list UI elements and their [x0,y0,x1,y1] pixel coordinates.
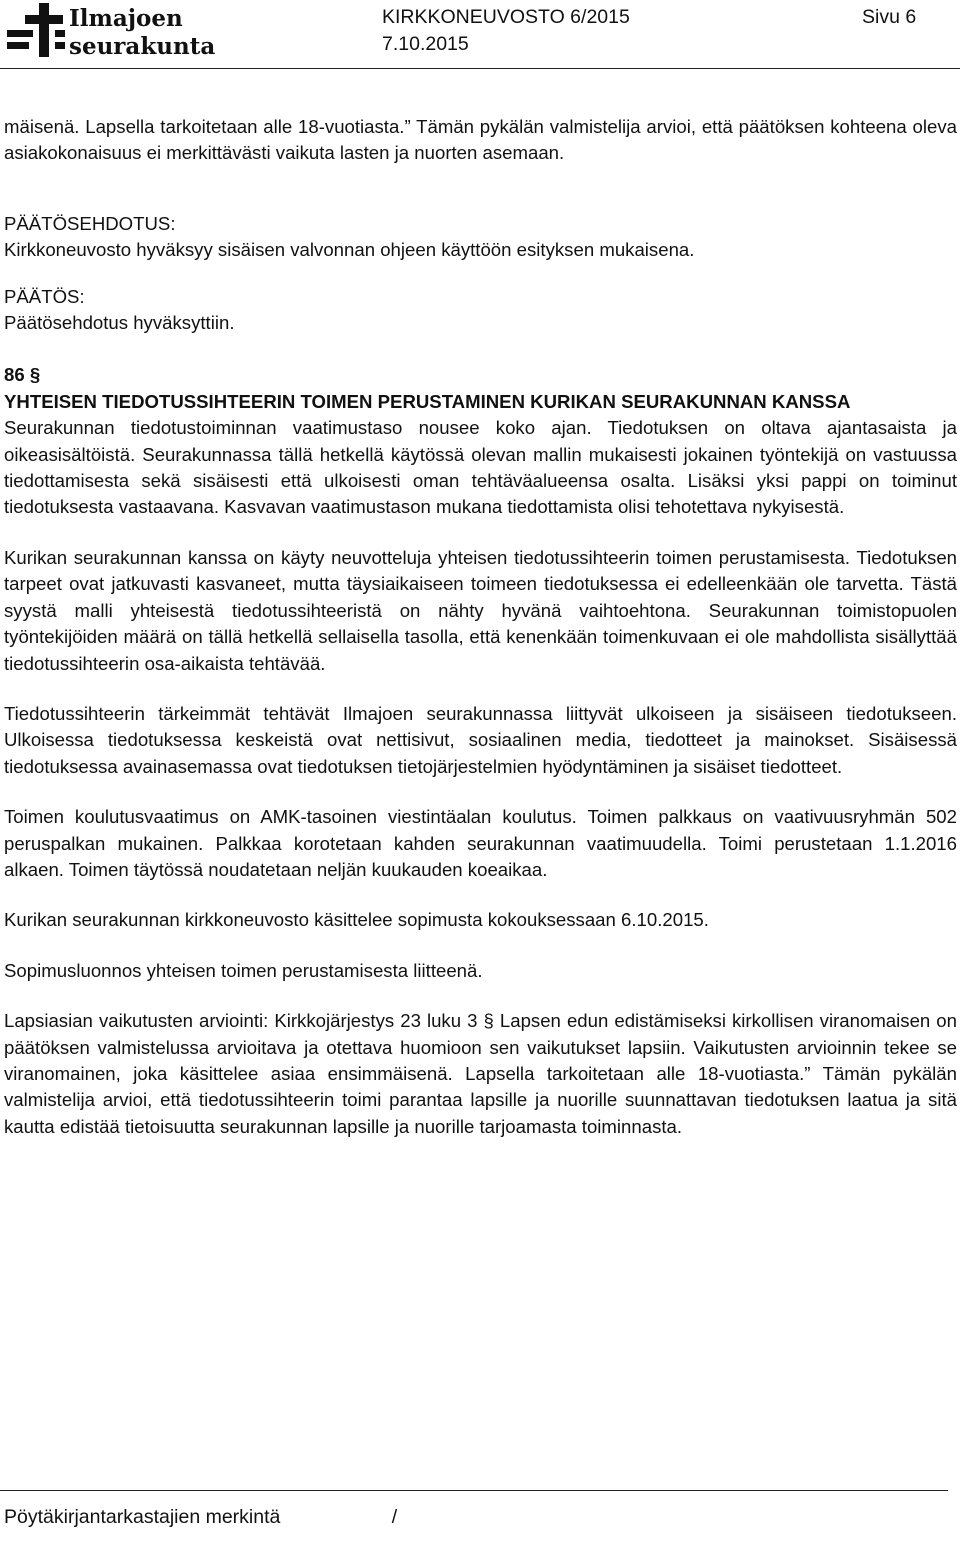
paragraph-5: Kurikan seurakunnan kirkkoneuvosto käsittelee sopimusta kokouksessaan 6.10.2015. [4,909,709,931]
paragraph-1: Seurakunnan tiedotustoiminnan vaatimustaso nousee koko ajan. Tiedotuksen on oltava ajantasaista ja oikeasisältöistä. Seurakunnassa tällä hetkellä käytössä olevan mallin mukaisesti jokainen työntekijä on vastuussa tiedottamisesta sekä sisäisesti että ulkoisesti oman tehtäväalueensa osalta. Lisäksi yksi pappi on toiminut tiedotuksesta vastaavana. Kasvavan vaatimustason mukana tiedottamista olisi tehotettava nykyisestä. [4,417,957,518]
page-number: Sivu 6 [862,6,917,28]
decision-label: PÄÄTÖS: [4,285,85,307]
intro-paragraph: mäisenä. Lapsella tarkoitetaan alle 18-vuotiasta.” Tämän pykälän valmistelija arvioi, että päätöksen kohteena oleva asiakokonaisuus ei merkittävästi vaikuta lasten ja nuorten asemaan. [4,116,957,164]
proposal-label: PÄÄTÖSEHDOTUS: [4,212,176,234]
document-date: 7.10.2015 [382,33,469,55]
document-title: KIRKKONEUVOSTO 6/2015 [382,6,630,28]
paragraph-4: Toimen koulutusvaatimus on AMK-tasoinen viestintäalan koulutus. Toimen palkkaus on vaativuusryhmän 502 peruspalkan mukainen. Palkkaa korotetaan kahden seurakunnan vaatimuudella. Toimi perustetaan 1.1.2016 alkaen. Toimen täytössä noudatetaan neljän kuukauden koeaikaa. [4,806,957,880]
section-number: 86 § [4,364,41,386]
document-body [4,114,957,1140]
decision-text: Päätösehdotus hyväksyttiin. [4,312,235,334]
page-footer [4,1506,397,1529]
paragraph-2: Kurikan seurakunnan kanssa on käyty neuvotteluja yhteisen tiedotussihteerin toimen perustamisesta. Tiedotuksen tarpeet ovat jatkuvasti kasvaneet, mutta täysiaikaiseen toimeen tiedotuksessa ei edelleenkään ole tarvetta. Tästä syystä malli yhteisestä tiedotussihteeristä on nähty hyvänä vaihtoehtona. Seurakunnan toimistopuolen työntekijöiden määrä on tällä hetkellä sellaisella tasolla, että kenenkään toimenkuvaan ei ole mahdollista sisällyttää tiedotussihteerin osa-aikaista tehtävää. [4,546,957,674]
svg-text:Ilmajoen: Ilmajoen [69,5,183,32]
section-title: YHTEISEN TIEDOTUSSIHTEERIN TOIMEN PERUSTAMINEN KURIKAN SEURAKUNNAN KANSSA [4,390,851,412]
parish-logo [5,2,255,60]
svg-text:seurakunta: seurakunta [69,33,216,60]
page-header [0,0,960,72]
paragraph-3: Tiedotussihteerin tärkeimmät tehtävät Ilmajoen seurakunnassa liittyvät ulkoiseen ja sisäiseen tiedotukseen. Ulkoisessa tiedotuksessa keskeistä ovat nettisivut, sosiaalinen media, tiedotteet ja mainokset. Sisäisessä tiedotuksessa avainasemassa ovat tiedotuksen tietojärjestelmien hyödyntäminen ja sisäiset tiedotteet. [4,702,957,777]
paragraph-7: Lapsiasian vaikutusten arviointi: Kirkkojärjestys 23 luku 3 § Lapsen edun edistämiseksi kirkollisen viranomaisen on päätöksen valmistelussa arvioitava ja otettava huomioon sen vaikutukset lapsiin. Vaikutusten arvioinnin tekee se viranomainen, joka käsittelee asiaa ensimmäisenä. Lapsella tarkoitetaan alle 18-vuotiasta.” Tämän pykälän valmistelija arvioi, että tiedotussihteerin toimi parantaa lapsille ja nuorille suunnattavan tiedotuksen laatua ja sitä kautta edistää tietoisuutta seurakunnan lapsille ja nuorille tarjoamasta toiminnasta. [4,1010,957,1137]
footer-divider [0,1490,948,1491]
header-divider [0,68,960,69]
proposal-text: Kirkkoneuvosto hyväksyy sisäisen valvonnan ohjeen käyttöön esityksen mukaisena. [4,239,695,261]
cross-logo-icon [5,2,255,60]
footer-separator: / [391,1506,398,1528]
footer-label: Pöytäkirjantarkastajien merkintä [4,1506,281,1528]
paragraph-6: Sopimusluonnos yhteisen toimen perustamisesta liitteenä. [4,959,483,981]
